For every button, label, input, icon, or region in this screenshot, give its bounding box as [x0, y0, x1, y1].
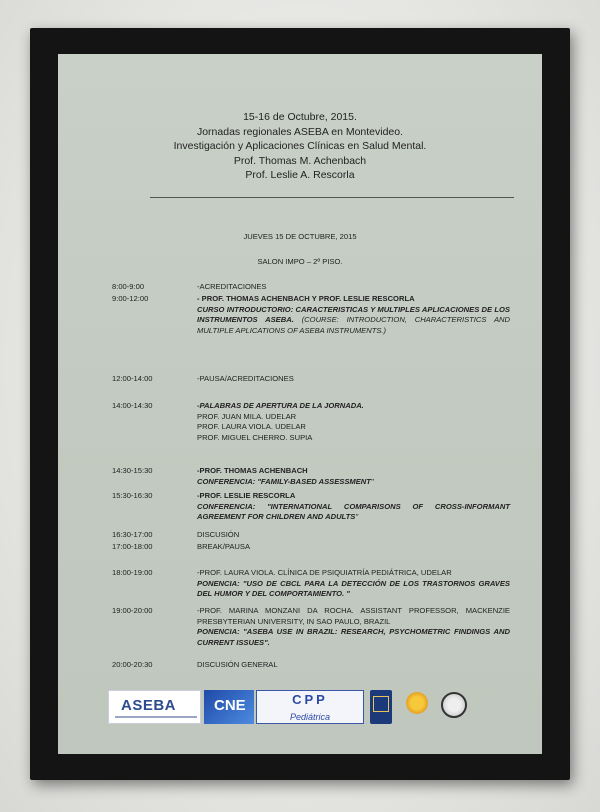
speaker-achenbach: Prof. Thomas M. Achenbach: [233, 154, 367, 167]
conference-title-text: CONFERENCIA: "INTERNATIONAL COMPARISONS OF CROSS-INFORMANT AGREEMENT FOR CHILDREN AND ADULTS: [197, 501, 510, 521]
schedule-time: 17:00-18:00: [112, 542, 153, 551]
conference-title-end: ": [370, 476, 374, 486]
schedule-speaker: -PROF. THOMAS ACHENBACH: [197, 466, 308, 475]
opening-speaker: PROF. MIGUEL CHERRO. SUPIA: [197, 432, 313, 442]
schedule-time: 19:00-20:00: [112, 606, 153, 615]
cpp-logo: [256, 690, 364, 724]
schedule-desc: -ACREDITACIONES: [197, 282, 267, 291]
schedule-desc: DISCUSIÓN GENERAL: [197, 660, 278, 669]
cpp-logo-title: CPP: [292, 692, 328, 707]
schedule-time: 8:00-9:00: [112, 282, 145, 291]
cne-logo: [204, 690, 254, 724]
venue: SALON IMPO – 2º PISO.: [257, 257, 343, 266]
speaker-rescorla: Prof. Leslie A. Rescorla: [245, 169, 355, 181]
poster-frame: [30, 28, 570, 780]
schedule-speaker: -PROF. MARINA MONZANI DA ROCHA. ASSISTANT PROFESSOR, MACKENZIE PRESBYTERIAN UNIVERSITY, IN SAO PAULO, BRAZIL: [197, 606, 510, 626]
opening-speaker: PROF. LAURA VIOLA. UDELAR: [197, 422, 306, 431]
schedule-desc: DISCUSIÓN: [197, 530, 240, 539]
cpp-logo-subtitle: Pediátrica: [289, 712, 331, 722]
poster: [58, 54, 542, 754]
day-title: JUEVES 15 DE OCTUBRE, 2015: [243, 232, 357, 241]
conference-title-end: ": [355, 512, 359, 521]
course-translation: (COURSE: INTRODUCTION, CHARACTERISTICS AND MULTIPLE APLICATIONS OF ASEBA INSTRUMENTS.): [197, 315, 510, 335]
sponsor-logos: [80, 690, 470, 726]
udelar-crest-icon: [373, 696, 389, 712]
event-title: Jornadas regionales ASEBA en Montevideo.: [196, 125, 404, 138]
sun-icon: [406, 692, 428, 714]
schedule-desc: -PAUSA/ACREDITACIONES: [197, 374, 294, 383]
society-seal-logo: [440, 690, 468, 724]
schedule-time: 12:00-14:00: [112, 374, 153, 383]
course-title: CURSO INTRODUCTORIO: CARACTERISTICAS Y MULTIPLES APLICACIONES DE LOS INSTRUMENTOS ASEBA.: [197, 304, 510, 324]
presentation-title: PONENCIA: "USO DE CBCL PARA LA DETECCIÓN DE LOS TRASTORNOS GRAVES DEL HUMOR Y DEL COMPORTAMIENTO. ": [197, 578, 510, 598]
schedule-time: 16:30-17:00: [112, 530, 153, 539]
schedule-time: 18:00-19:00: [112, 568, 153, 577]
aseba-logo: [108, 690, 201, 724]
conference-title: [197, 477, 510, 488]
event-dates: 15-16 de Octubre, 2015.: [243, 111, 357, 123]
schedule-speaker: -PROF. LAURA VIOLA. CLÍNICA DE PSIQUIATRÍA PEDIÁTRICA, UDELAR: [197, 568, 452, 577]
event-subtitle: Investigación y Aplicaciones Clínicas en Salud Mental.: [173, 140, 427, 152]
header-divider: [150, 197, 514, 198]
conference-title-text: CONFERENCIA: "FAMILY-BASED ASSESSMENT: [197, 476, 371, 486]
opening-words: -PALABRAS DE APERTURA DE LA JORNADA.: [197, 401, 364, 410]
schedule-speaker: -PROF. LESLIE RESCORLA: [197, 491, 296, 500]
poster-header: [58, 110, 542, 183]
conference-title: [197, 502, 510, 523]
schedule-time: 15:30-16:30: [112, 491, 153, 500]
course-description: [197, 305, 510, 337]
schedule-time: 20:00-20:30: [112, 660, 153, 669]
cne-logo-text: CNE: [214, 697, 246, 714]
udelar-logo: [370, 690, 392, 724]
opening-speaker: PROF. JUAN MILA. UDELAR: [197, 411, 297, 421]
aseba-logo-subline: [115, 716, 197, 718]
aseba-logo-text: ASEBA: [121, 697, 177, 714]
schedule-time: 14:30-15:30: [112, 466, 153, 475]
schedule-desc: BREAK/PAUSA: [197, 542, 251, 551]
seal-icon: [441, 692, 467, 718]
schedule-time: 14:00-14:30: [112, 401, 153, 410]
schedule-time: 9:00-12:00: [112, 294, 149, 303]
supia-logo: [400, 690, 434, 724]
schedule-speakers: - PROF. THOMAS ACHENBACH Y PROF. LESLIE RESCORLA: [197, 294, 415, 303]
presentation-title: PONENCIA: "ASEBA USE IN BRAZIL: RESEARCH, PSYCHOMETRIC FINDINGS AND CURRENT ISSUES".: [197, 627, 510, 647]
